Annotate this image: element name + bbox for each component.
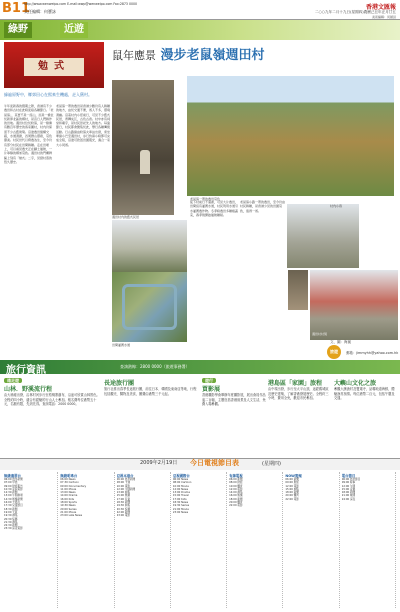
tv-listing: 23:00 電影 — [116, 514, 131, 518]
travel-box-label: 遊行 — [202, 378, 216, 383]
travel-box-1 — [4, 378, 100, 456]
village-caption: 週田村村貌 — [312, 332, 328, 336]
tv-listing: 08:00 卡通 — [116, 481, 131, 485]
travel-box-text: 由大埔墟出發，沿林村河步行至梧桐寨瀑布，沿途可欣賞山林景色。全程約四小時，適合有經驗的行山人士參加。報名費每位港幣五十元，名額有限，先到先得。查詢電話：2000 0000。 — [4, 393, 100, 407]
tv-listing: 23:30 深夜電影 — [4, 527, 23, 531]
tv-listing: 12:30 新聞 — [4, 491, 18, 495]
tv-listing: 06:00 晨早節目 — [341, 478, 361, 481]
tv-channel-name: 無綫翡翠台 — [4, 474, 21, 478]
section-subtitle: 近遊 — [60, 22, 88, 38]
tv-listing: 20:00 Series — [60, 507, 77, 511]
tv-listing: 16:00 Kids — [60, 497, 74, 501]
tv-listing: 18:00 Sports — [60, 501, 77, 505]
section-editor: 責任編輯：何寶詠 — [24, 9, 56, 14]
tv-listing: 21:00 Movie — [60, 510, 77, 514]
travel-box-text: 由中環出發，步行至太平山頂，途經舊城區及歷史建築，了解香港發展歷史。全程約三小時，費用全免，歡迎市民參加。 — [268, 387, 329, 401]
rubric-badge: 旅遊 — [327, 345, 341, 359]
tv-column — [4, 472, 58, 608]
field-caption: 老鼠嶺一帶的農田景色 — [190, 197, 221, 201]
travel-box-heading: 長途旅行團 — [104, 380, 135, 387]
tv-listing: 16:00 卡通片 — [4, 501, 21, 505]
lane-photo — [287, 204, 359, 268]
tv-channel-name: 無綫明珠台 — [60, 474, 78, 478]
article-column-4: 老鼠嶺小路一帶的農田，至今仍由村民耕種，是香港少見的田園景致，值得一遊。 — [240, 200, 286, 213]
travel-box-heading: 大嶼山文化之旅 — [334, 380, 377, 387]
article-headline — [112, 44, 265, 63]
tv-column — [285, 472, 339, 608]
tv-listing: 14:00 Drama — [60, 494, 78, 498]
tv-listing: 06:00 新聞 — [229, 478, 243, 481]
tv-listing: 17:30 兒童節目 — [4, 504, 23, 508]
tv-listing: 14:00 劇集 — [229, 491, 243, 495]
tv-guide-day: (星期四) — [262, 461, 281, 467]
article-author: 文、圖：海嵐 — [330, 340, 351, 344]
tv-listing: 12:00 電影 — [285, 484, 299, 488]
article-column-3: 從下村前行不遠處，可見大片農田，田間設有灌溉水道，村民利用水道引水灌溉農作物。冬季時農田多種植蔬菜，春季則開始插秧種稻。 — [190, 200, 238, 217]
tv-column — [342, 472, 396, 608]
tv-listing: 09:00 財經 — [285, 481, 299, 485]
plaque-text: 勉式 — [24, 58, 84, 76]
section-title: 綠野 — [4, 22, 32, 38]
tv-column — [117, 472, 171, 608]
tv-listing: 10:00 體育 — [229, 484, 243, 488]
tv-column — [229, 472, 283, 608]
tv-listing: 06:00 晨早新聞 — [4, 478, 23, 481]
house-photo — [112, 80, 174, 215]
travel-box-heading: 山林．野溪流行程 — [4, 386, 53, 393]
tv-listing: 19:30 Series — [172, 504, 190, 508]
tv-listing: 22:00 新聞 — [116, 510, 131, 514]
tv-listing: 08:00 財經 — [229, 481, 243, 485]
tv-listing: 10:00 Movie — [172, 484, 189, 488]
tv-listing: 13:00 Drama — [172, 491, 190, 495]
headline-prefix: 鼠年應景 — [112, 49, 156, 62]
field-photo — [187, 76, 394, 196]
tv-listing: 06:00 News — [172, 478, 189, 481]
article-intro: 綠遍原野中，鄉郊田心在熙來生機處，走入舊村。 — [4, 92, 92, 97]
tv-listing: 20:00 體育 — [285, 494, 299, 498]
tv-listing: 20:30 綜藝 — [4, 517, 18, 521]
travel-box-3 — [202, 378, 266, 456]
tv-listing: 12:00 News — [172, 487, 189, 491]
tv-listing: 12:00 電影 — [229, 487, 243, 491]
canal-caption: 田間灌溉水道 — [112, 343, 131, 347]
travel-hotline: 查詢熱線：2800 0000（旅遊事務署） — [120, 364, 190, 369]
canal-photo — [112, 272, 187, 342]
tv-listing: 09:00 財經報告 — [4, 484, 23, 488]
travel-box-4 — [268, 378, 330, 456]
tv-listing: 16:00 娛樂 — [229, 494, 243, 498]
tv-listing: 11:00 Movie — [60, 487, 77, 491]
page-number: B11 — [2, 1, 30, 16]
tv-listing: 09:00 Documentary — [60, 484, 87, 488]
tv-listing: 13:00 午間劇場 — [4, 494, 23, 498]
lane-caption: 村內小巷 — [330, 204, 343, 208]
tv-listing: 09:00 時事 — [341, 481, 356, 485]
tv-listing: 10:30 家庭電影 — [4, 487, 23, 491]
village-photo — [310, 270, 398, 340]
travel-info-bar — [0, 360, 400, 374]
tv-listing: 15:00 Travel — [172, 494, 189, 498]
travel-box-2 — [104, 378, 198, 456]
dateline: 二○○九年二月十九日(星期四)農曆己丑年正月廿五 — [315, 10, 396, 14]
tv-listing: 18:30 新聞 — [116, 501, 131, 505]
tv-listing: 07:30 Cartoon — [60, 481, 79, 485]
tv-listing: 15:00 娛樂 — [116, 494, 131, 498]
tv-listing: 18:00 新聞 — [341, 491, 356, 495]
tv-channel-name: 電台節目 — [341, 474, 356, 478]
tv-listing: 20:30 綜藝 — [116, 507, 131, 511]
tv-listing: 06:00 晨早新聞 — [116, 478, 136, 481]
tv-listing: 07:00 早晨 — [4, 481, 18, 485]
tv-listing: 20:00 體育 — [229, 501, 243, 505]
tv-listing: 19:30 News — [60, 504, 76, 508]
article-column-1: 牛年迎新春的假期之際，香港有不少農田和古村在此時迎接各種節日。「老鼠嶺」，其實不是一座山，而是一條位於新界北區的鄉村，是昔日人們耕作的田地。週田村位於粉嶺，是一條擁有數百年歷史的客家圍村，村內仍保留不少古舊建築。沿途農田縱橫交錯，水道清澈，四周群山環抱，景色優美。村民世代以務農為生，至今仍有部分村民在田間耕種。走在田埂上，可以看見農夫正在翻土插秧，一片寧靜的鄉郊景致。週田村的門樓牌匾上刻有「勉式」二字，見證村落的悠久歷史。 — [4, 104, 54, 164]
doorway-photo — [288, 270, 308, 310]
tv-listing: 19:30 劇集 — [116, 504, 131, 508]
tv-guide-title: 今日電視節目表 — [190, 459, 239, 467]
article-column-2: 老鼠嶺一帶的農田是香港少數仍有人耕種的地方，由於交通不便，遊人不多，環境清幽。沿着村內小徑前行，可見不少舊式民居，青磚灰瓦，古色古香。村中亦有祠堂和廟宇，是村民祭祀先人的地方。每逢節日，村民都會聚集於此，舉行各種傳統活動。行山路線由粉嶺火車站出發，乘坐專線小巴至週田村，步行約兩小時即可完成全程，沿途可欣賞田園風光，適合一家大小同遊。 — [56, 104, 110, 147]
travel-box-text: 香港攝影學會舉辦年度攝影展，展出會員作品逾二百幅，主題包括香港風景及人文生活，免費入場參觀。 — [202, 393, 266, 407]
tv-listing: 22:00 電影 — [229, 504, 243, 508]
tv-listing: 13:00 劇集 — [116, 491, 131, 495]
tv-listing: 24:00 深夜 — [341, 497, 356, 501]
tv-listing: 21:00 Movie — [172, 507, 189, 511]
tv-listing: 15:00 劇集 — [285, 487, 299, 491]
travel-box-heading: 買影展 — [202, 386, 221, 393]
tv-listing: 12:00 午間 — [341, 484, 356, 488]
tv-listing: 15:00 音樂 — [341, 487, 356, 491]
tv-listing: 19:00 天氣 — [4, 510, 18, 514]
tv-listing: 18:30 News — [172, 501, 189, 505]
tv-channel-name: 亞視本港台 — [116, 474, 134, 478]
tv-listing: 22:00 電影 — [285, 497, 299, 501]
tv-column — [173, 472, 227, 608]
tv-listing: 21:30 劇集 — [4, 520, 18, 524]
tv-listing: 18:30 新聞 — [4, 507, 18, 511]
tv-listing: 06:00 News — [60, 478, 76, 481]
tv-listing: 12:00 午間新聞 — [116, 487, 136, 491]
art-editor: 美術編輯：何穎詩 — [371, 15, 396, 19]
tv-listing: 21:00 晚間 — [341, 494, 356, 498]
tv-channel-name: NOW寬頻 — [285, 474, 302, 478]
author-email: 郵箱：jimmyhh@yahoo.com.hk — [346, 351, 399, 355]
headline-main: 漫步老鼠嶺週田村 — [160, 48, 265, 63]
travel-info-title: 旅行資訊 — [6, 365, 46, 376]
tv-channel-name: 有線電視 — [229, 474, 243, 478]
person-figure — [140, 150, 150, 174]
tv-listing: 06:00 新聞 — [285, 478, 299, 481]
travel-box-heading: 港島區「家園」旅程 — [268, 380, 323, 387]
tv-listing: 22:30 新聞 — [4, 524, 18, 528]
tv-listing: 14:30 娛樂新聞 — [4, 497, 23, 501]
canal-channel — [122, 284, 177, 330]
tv-listing: 17:00 兒童 — [116, 497, 131, 501]
tv-listing: 08:00 Cartoon — [172, 481, 192, 485]
tv-listing: 18:00 新聞 — [229, 497, 243, 501]
tv-listing: 17:00 Kids — [172, 497, 187, 501]
tv-listing: 23:00 Late News — [60, 514, 83, 518]
travel-box-text: 參觀大澳漁村及寶蓮寺，品嚐地道海鮮，體驗漁村風情。每位港幣二百元，包括午膳及交通。 — [334, 387, 395, 401]
tv-column — [60, 472, 114, 608]
house-caption: 週田村內的舊式民居 — [112, 215, 140, 219]
travel-box-text: 旅行社推出春季長途旅行團，前往日本、韓國及東南亞等地，行程包括觀光、購物及美食，團費由港幣三千元起。 — [104, 387, 197, 396]
tv-listing: 19:30 劇集 — [4, 514, 18, 518]
tv-guide-grid — [4, 472, 396, 608]
tv-listing: 10:00 電影 — [116, 484, 131, 488]
contact-urls: http://www.wenweipo.com E-mail:wwp@wenweipo.com Fax:2873 0000 — [24, 2, 138, 6]
tv-listing: 13:00 News — [60, 491, 76, 495]
travel-box-label: 遠足遊 — [4, 378, 22, 383]
tv-listing: 23:00 News — [172, 510, 189, 514]
tv-listing: 18:00 新聞 — [285, 491, 299, 495]
tv-channel-name: 亞視國際台 — [172, 474, 190, 478]
tv-guide-date: 2009年2月19日 — [140, 460, 178, 466]
house-row-photo — [112, 220, 187, 272]
newspaper-name: 香港文匯報 — [365, 4, 396, 11]
travel-box-5 — [334, 378, 396, 456]
